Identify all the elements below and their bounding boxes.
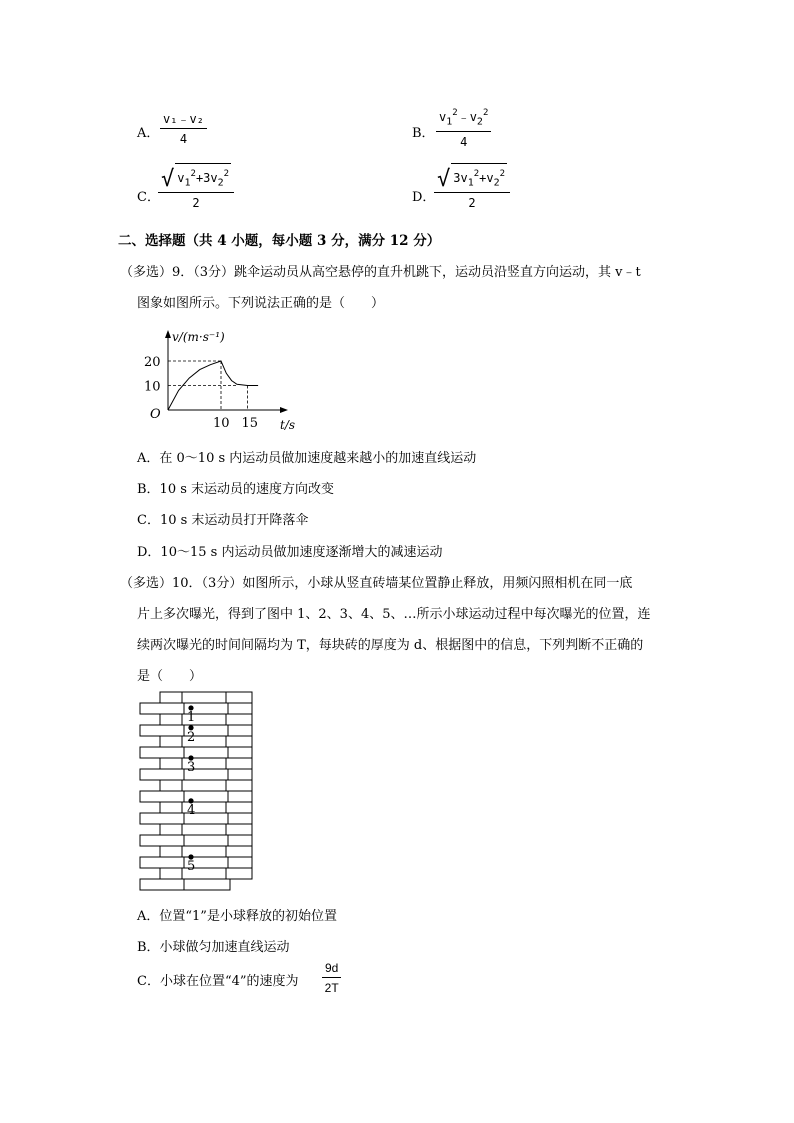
dashed-guides (168, 361, 248, 410)
x-tick-label: 15 (241, 416, 259, 431)
option-label: A． (137, 126, 160, 141)
option-label: D． (412, 190, 436, 205)
brick-row (140, 813, 252, 824)
brick-row (160, 824, 252, 835)
option-label: C． (137, 190, 160, 205)
fraction (436, 105, 491, 151)
denominator: 2T (324, 981, 339, 995)
brick-row (140, 879, 230, 890)
brick-wall-figure (138, 690, 256, 892)
brick-row (140, 835, 252, 846)
numerator: √ $3v_1^2+v_2^2$ (434, 163, 510, 193)
option-9b[interactable]: B．10 s 末运动员的速度方向改变 (137, 482, 335, 497)
denominator: 4 (460, 135, 468, 150)
option-9c[interactable]: C．10 s 末运动员打开降落伞 (137, 513, 309, 528)
question-10-stem-line2: 片上多次曝光，得到了图中 1、2、3、4、5、…所示小球运动过程中每次曝光的位置，连 (137, 607, 651, 622)
denominator: 2 (192, 196, 200, 211)
brick-row (160, 714, 252, 725)
denominator: 2 (468, 196, 476, 211)
brick-row (160, 802, 252, 813)
fraction (434, 163, 510, 212)
fraction (322, 960, 341, 997)
brick-row (140, 857, 252, 868)
position-label: 5 (187, 859, 196, 874)
option-10a[interactable]: A．位置“1”是小球释放的初始位置 (137, 909, 337, 924)
position-label: 3 (187, 760, 196, 775)
numerator: $v_1^2﹣v_2^2$ (436, 105, 491, 132)
question-9-stem-line2: 图象如图所示。下列说法正确的是（ ） (137, 296, 385, 311)
brick-row (160, 868, 252, 879)
position-label: 1 (187, 709, 196, 725)
question-10-stem-line1: （多选）10．（3分）如图所示，小球从竖直砖墙某位置静止释放，用频闪照相机在同一底 (120, 576, 633, 591)
option-9d[interactable]: D．10～15 s 内运动员做加速度逐渐增大的减速运动 (137, 545, 443, 560)
question-10-stem-line4: 是（ ） (137, 669, 203, 684)
y-axis-label: v/(m·s⁻¹) (172, 330, 225, 344)
fraction (158, 163, 234, 212)
brick-row (140, 747, 252, 758)
x-axis-label: t/s (280, 418, 296, 432)
question-10-stem-line3: 续两次曝光的时间间隔均为 T，每块砖的厚度为 d、根据图中的信息，下列判断不正确的 (137, 638, 644, 653)
numerator: v₁﹣v₂ (160, 111, 207, 129)
brick-row (140, 725, 252, 736)
position-label: 2 (187, 729, 196, 745)
brick-row (140, 769, 252, 780)
brick-row (160, 736, 252, 747)
option-10c-text: C．小球在位置“4”的速度为 (137, 974, 299, 989)
velocity-time-graph (140, 322, 300, 434)
x-tick-label: 10 (213, 416, 230, 431)
brick-row (160, 846, 252, 857)
brick-row (160, 758, 252, 769)
option-label: B． (412, 126, 435, 141)
section-heading: 二、选择题（共 4 小题，每小题 3 分，满分 12 分） (118, 233, 441, 249)
brick-row (140, 791, 252, 802)
denominator: 4 (179, 132, 188, 146)
option-9a[interactable]: A．在 0～10 s 内运动员做加速度越来越小的加速直线运动 (137, 451, 477, 466)
brick-row (160, 780, 252, 791)
question-9-stem-line1: （多选）9．（3分）跳伞运动员从高空悬停的直升机跳下，运动员沿竖直方向运动，其 v﹣t (120, 265, 641, 280)
brick-row (160, 692, 252, 703)
fraction (160, 111, 207, 148)
numerator: √ $v_1^2+3v_2^2$ (158, 163, 234, 193)
y-tick-label: 10 (144, 379, 161, 395)
numerator: 9d (322, 960, 341, 978)
option-10b[interactable]: B．小球做匀加速直线运动 (137, 940, 290, 955)
brick-row (140, 703, 252, 714)
position-label: 4 (187, 802, 196, 818)
origin-label: O (150, 407, 161, 422)
y-tick-label: 20 (144, 355, 161, 370)
